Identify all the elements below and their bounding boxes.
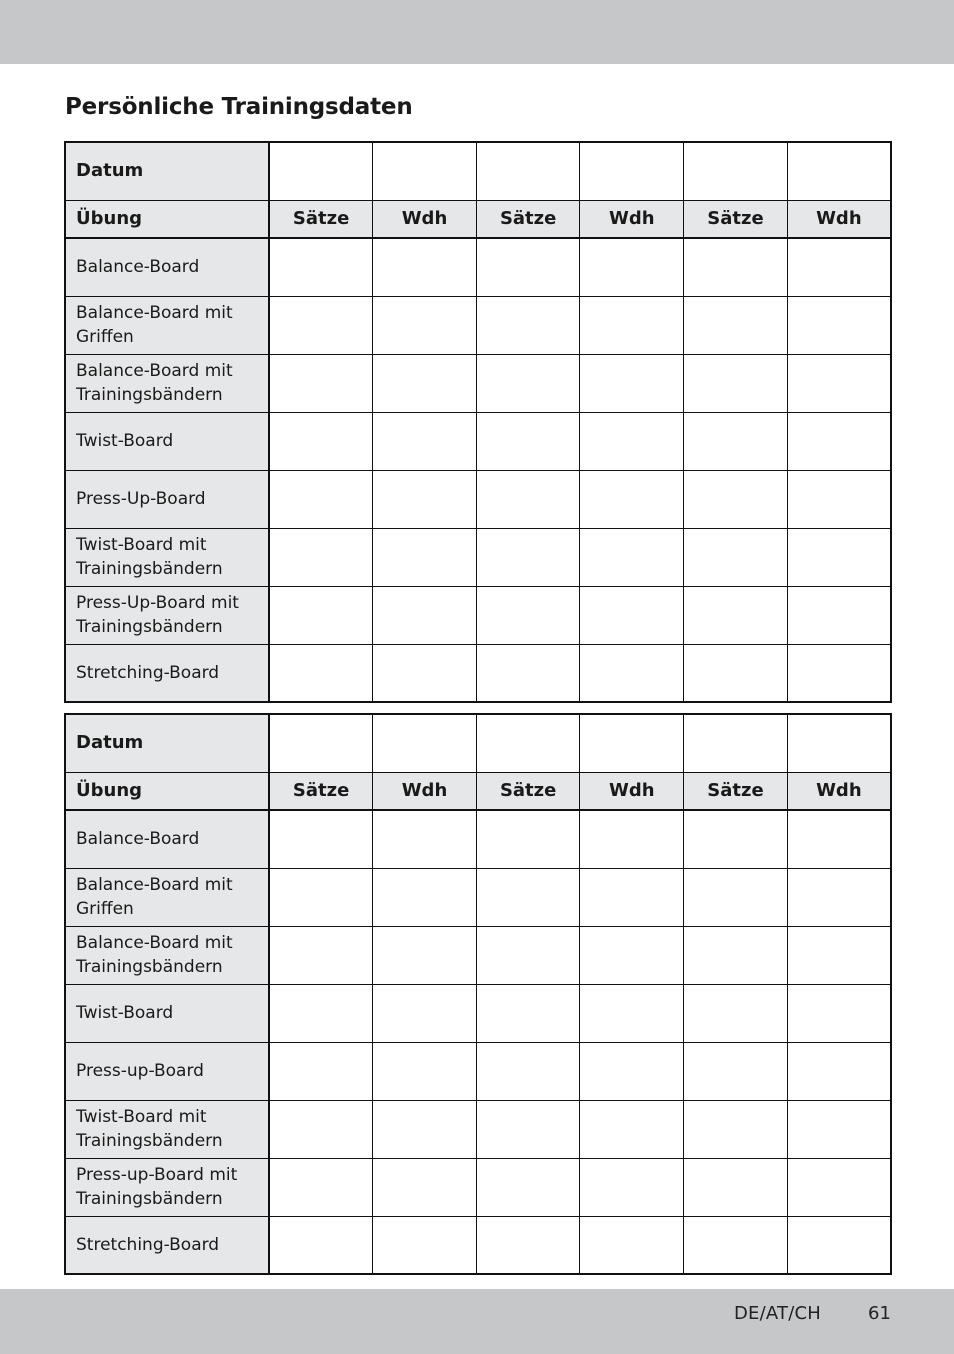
entry-cell[interactable]: [684, 238, 788, 296]
entry-cell[interactable]: [269, 926, 373, 984]
table-row: [65, 644, 891, 702]
entry-cell[interactable]: [269, 984, 373, 1042]
entry-cell[interactable]: [476, 1042, 580, 1100]
date-cell[interactable]: [476, 714, 580, 772]
table-row: [65, 1100, 891, 1158]
entry-cell[interactable]: [787, 868, 891, 926]
entry-cell[interactable]: [476, 238, 580, 296]
entry-cell[interactable]: [684, 1216, 788, 1274]
column-header-row: [65, 772, 891, 810]
table-row: [65, 926, 891, 984]
entry-cell[interactable]: [787, 810, 891, 868]
entry-cell[interactable]: [476, 984, 580, 1042]
entry-cell[interactable]: [476, 528, 580, 586]
exercise-name: Stretching-Board: [65, 644, 269, 702]
entry-cell[interactable]: [269, 528, 373, 586]
entry-cell[interactable]: [684, 470, 788, 528]
entry-cell[interactable]: [787, 1100, 891, 1158]
entry-cell[interactable]: [580, 1100, 684, 1158]
column-header: Sätze: [684, 200, 788, 238]
date-cell[interactable]: [684, 142, 788, 200]
entry-cell[interactable]: [684, 926, 788, 984]
column-header-row: [65, 200, 891, 238]
entry-cell[interactable]: [787, 296, 891, 354]
exercise-name: Press-Up-Board mit Trainingsbändern: [65, 586, 269, 644]
entry-cell[interactable]: [787, 528, 891, 586]
entry-cell[interactable]: [476, 1216, 580, 1274]
entry-cell[interactable]: [373, 926, 477, 984]
entry-cell[interactable]: [269, 810, 373, 868]
entry-cell[interactable]: [373, 644, 477, 702]
entry-cell[interactable]: [580, 296, 684, 354]
entry-cell[interactable]: [580, 644, 684, 702]
training-table-2: [64, 713, 892, 1275]
date-cell[interactable]: [787, 142, 891, 200]
entry-cell[interactable]: [787, 238, 891, 296]
date-cell[interactable]: [269, 714, 373, 772]
entry-cell[interactable]: [269, 868, 373, 926]
entry-cell[interactable]: [269, 354, 373, 412]
entry-cell[interactable]: [373, 528, 477, 586]
exercise-header: Übung: [65, 200, 269, 238]
column-header: Sätze: [269, 200, 373, 238]
entry-cell[interactable]: [476, 470, 580, 528]
entry-cell[interactable]: [476, 926, 580, 984]
entry-cell[interactable]: [373, 238, 477, 296]
table-row: [65, 296, 891, 354]
entry-cell[interactable]: [373, 1100, 477, 1158]
training-table-1: [64, 141, 892, 703]
entry-cell[interactable]: [580, 1158, 684, 1216]
entry-cell[interactable]: [580, 1042, 684, 1100]
exercise-name: Press-up-Board: [65, 1042, 269, 1100]
entry-cell[interactable]: [684, 1042, 788, 1100]
date-cell[interactable]: [373, 714, 477, 772]
entry-cell[interactable]: [787, 1042, 891, 1100]
table-row: [65, 868, 891, 926]
entry-cell[interactable]: [684, 1158, 788, 1216]
exercise-name: Twist-Board mit Trainingsbändern: [65, 1100, 269, 1158]
entry-cell[interactable]: [373, 984, 477, 1042]
entry-cell[interactable]: [580, 528, 684, 586]
entry-cell[interactable]: [787, 470, 891, 528]
table-row: [65, 238, 891, 296]
entry-cell[interactable]: [580, 810, 684, 868]
exercise-name: Twist-Board: [65, 984, 269, 1042]
entry-cell[interactable]: [373, 412, 477, 470]
column-header: Sätze: [476, 200, 580, 238]
page-number: 61: [868, 1303, 891, 1324]
column-header: Sätze: [476, 772, 580, 810]
entry-cell[interactable]: [684, 528, 788, 586]
table-row: [65, 1042, 891, 1100]
table-row: [65, 528, 891, 586]
column-header: Wdh: [787, 772, 891, 810]
exercise-header: Übung: [65, 772, 269, 810]
exercise-name: Twist-Board mit Trainingsbändern: [65, 528, 269, 586]
column-header: Wdh: [373, 772, 477, 810]
entry-cell[interactable]: [269, 238, 373, 296]
date-cell[interactable]: [580, 714, 684, 772]
entry-cell[interactable]: [580, 984, 684, 1042]
exercise-name: Press-Up-Board: [65, 470, 269, 528]
entry-cell[interactable]: [269, 1158, 373, 1216]
entry-cell[interactable]: [373, 1158, 477, 1216]
exercise-name: Balance-Board mit Griffen: [65, 296, 269, 354]
entry-cell[interactable]: [787, 1158, 891, 1216]
table-row: [65, 354, 891, 412]
entry-cell[interactable]: [476, 296, 580, 354]
column-header: Sätze: [269, 772, 373, 810]
entry-cell[interactable]: [476, 586, 580, 644]
entry-cell[interactable]: [684, 984, 788, 1042]
date-cell[interactable]: [684, 714, 788, 772]
table-row: [65, 1158, 891, 1216]
entry-cell[interactable]: [580, 1216, 684, 1274]
entry-cell[interactable]: [580, 926, 684, 984]
date-label: Datum: [65, 142, 269, 200]
entry-cell[interactable]: [684, 810, 788, 868]
entry-cell[interactable]: [373, 470, 477, 528]
table-row: [65, 412, 891, 470]
entry-cell[interactable]: [684, 586, 788, 644]
entry-cell[interactable]: [269, 1042, 373, 1100]
entry-cell[interactable]: [373, 586, 477, 644]
date-cell[interactable]: [787, 714, 891, 772]
footer-region-label: DE/AT/CH: [734, 1303, 821, 1324]
date-cell[interactable]: [580, 142, 684, 200]
exercise-name: Balance-Board mit Trainingsbändern: [65, 354, 269, 412]
entry-cell[interactable]: [476, 412, 580, 470]
exercise-name: Balance-Board mit Griffen: [65, 868, 269, 926]
column-header: Wdh: [373, 200, 477, 238]
entry-cell[interactable]: [476, 810, 580, 868]
entry-cell[interactable]: [373, 296, 477, 354]
entry-cell[interactable]: [269, 644, 373, 702]
table-row: [65, 470, 891, 528]
column-header: Wdh: [580, 772, 684, 810]
entry-cell[interactable]: [787, 984, 891, 1042]
entry-cell[interactable]: [684, 354, 788, 412]
entry-cell[interactable]: [373, 1216, 477, 1274]
entry-cell[interactable]: [684, 412, 788, 470]
entry-cell[interactable]: [373, 868, 477, 926]
table-row: [65, 810, 891, 868]
column-header: Wdh: [787, 200, 891, 238]
table-row: [65, 1216, 891, 1274]
entry-cell[interactable]: [580, 470, 684, 528]
header-band: [0, 0, 954, 64]
entry-cell[interactable]: [684, 1100, 788, 1158]
entry-cell[interactable]: [787, 354, 891, 412]
entry-cell[interactable]: [787, 412, 891, 470]
entry-cell[interactable]: [373, 1042, 477, 1100]
entry-cell[interactable]: [787, 926, 891, 984]
entry-cell[interactable]: [269, 412, 373, 470]
date-row: [65, 714, 891, 772]
entry-cell[interactable]: [269, 586, 373, 644]
entry-cell[interactable]: [580, 412, 684, 470]
entry-cell[interactable]: [373, 810, 477, 868]
exercise-name: Twist-Board: [65, 412, 269, 470]
exercise-name: Balance-Board: [65, 810, 269, 868]
entry-cell[interactable]: [373, 354, 477, 412]
entry-cell[interactable]: [787, 586, 891, 644]
table-row: [65, 586, 891, 644]
column-header: Sätze: [684, 772, 788, 810]
entry-cell[interactable]: [269, 1100, 373, 1158]
entry-cell[interactable]: [787, 1216, 891, 1274]
date-cell[interactable]: [373, 142, 477, 200]
entry-cell[interactable]: [580, 868, 684, 926]
date-cell[interactable]: [269, 142, 373, 200]
entry-cell[interactable]: [684, 644, 788, 702]
exercise-name: Stretching-Board: [65, 1216, 269, 1274]
entry-cell[interactable]: [787, 644, 891, 702]
page-title: Persönliche Trainingsdaten: [65, 94, 413, 120]
table-row: [65, 984, 891, 1042]
entry-cell[interactable]: [476, 1100, 580, 1158]
entry-cell[interactable]: [269, 470, 373, 528]
entry-cell[interactable]: [684, 868, 788, 926]
entry-cell[interactable]: [269, 1216, 373, 1274]
entry-cell[interactable]: [269, 296, 373, 354]
entry-cell[interactable]: [476, 354, 580, 412]
entry-cell[interactable]: [580, 238, 684, 296]
column-header: Wdh: [580, 200, 684, 238]
exercise-name: Press-up-Board mit Trainingsbändern: [65, 1158, 269, 1216]
entry-cell[interactable]: [684, 296, 788, 354]
entry-cell[interactable]: [476, 644, 580, 702]
entry-cell[interactable]: [476, 1158, 580, 1216]
entry-cell[interactable]: [580, 586, 684, 644]
entry-cell[interactable]: [580, 354, 684, 412]
date-row: [65, 142, 891, 200]
entry-cell[interactable]: [476, 868, 580, 926]
exercise-name: Balance-Board: [65, 238, 269, 296]
date-cell[interactable]: [476, 142, 580, 200]
date-label: Datum: [65, 714, 269, 772]
exercise-name: Balance-Board mit Trainingsbändern: [65, 926, 269, 984]
